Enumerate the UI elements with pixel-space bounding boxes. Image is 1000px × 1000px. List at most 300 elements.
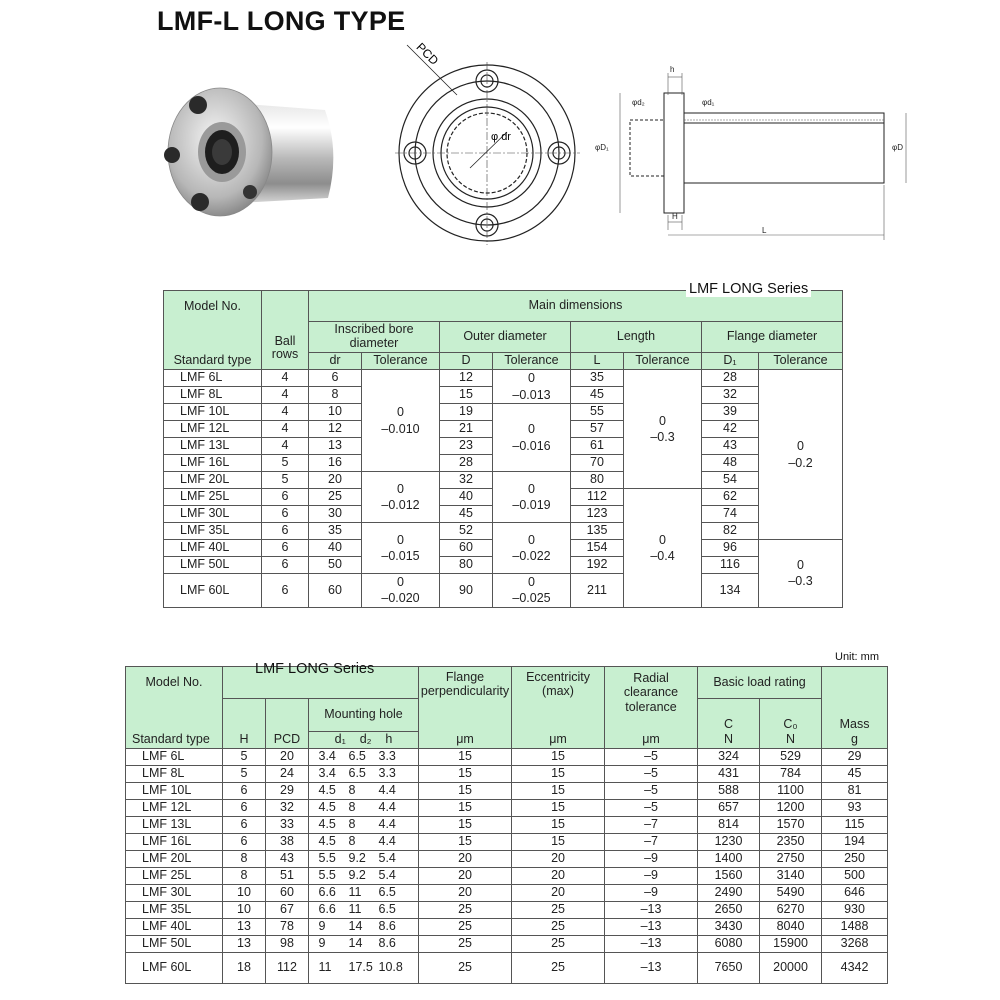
eccentricity-cell: 15 [512, 817, 605, 834]
t2-um-2: μm [512, 732, 605, 749]
dr-cell: 60 [309, 574, 362, 608]
C-cell: 814 [698, 817, 760, 834]
mass-cell: 81 [822, 783, 888, 800]
D1-cell: 28 [702, 370, 759, 387]
D-cell: 80 [440, 557, 493, 574]
PCD-cell: 98 [266, 936, 309, 953]
page-title: LMF-L LONG TYPE [157, 6, 406, 36]
model-cell: LMF 25L [126, 868, 223, 885]
h-value: 5.4 [378, 868, 396, 883]
mass-cell: 250 [822, 851, 888, 868]
main-dimensions-table [163, 290, 843, 608]
D1-cell: 116 [702, 557, 759, 574]
dr-cell: 6 [309, 370, 362, 387]
L-cell: 211 [571, 574, 624, 608]
table-row [164, 370, 843, 387]
h-value: 3.3 [378, 749, 396, 764]
tolerance-length [624, 489, 702, 608]
d2-value: 6.5 [348, 766, 366, 781]
t2-d2: d₂ [359, 732, 372, 747]
C0-cell: 1570 [760, 817, 822, 834]
L-cell: 112 [571, 489, 624, 506]
eccentricity-cell: 15 [512, 834, 605, 851]
t1-L: L [571, 353, 624, 370]
L-cell: 70 [571, 455, 624, 472]
H-cell: 6 [223, 817, 266, 834]
t2-C0: C₀ [760, 699, 822, 732]
L-cell: 61 [571, 438, 624, 455]
mass-cell: 3268 [822, 936, 888, 953]
tolerance-value: 0 –0.010 [381, 405, 420, 436]
perpendicularity-cell: 20 [419, 868, 512, 885]
t1-D: D [440, 353, 493, 370]
table-row [126, 919, 888, 936]
mass-cell: 93 [822, 800, 888, 817]
t2-hole-sub [309, 732, 419, 749]
front-view-drawing [395, 40, 585, 250]
model-cell: LMF 8L [126, 766, 223, 783]
d1-value: 5.5 [318, 851, 336, 866]
eccentricity-cell: 25 [512, 919, 605, 936]
t1-series-tag: LMF LONG Series [686, 281, 811, 297]
ball-rows-cell: 4 [262, 370, 309, 387]
table-row [126, 783, 888, 800]
D-cell: 32 [440, 472, 493, 489]
d1-value: 3.4 [318, 766, 336, 781]
ball-rows-cell: 4 [262, 421, 309, 438]
dim-D1: φD₁ [595, 143, 609, 152]
product-photo [150, 80, 345, 230]
perpendicularity-cell: 15 [419, 800, 512, 817]
mass-cell: 4342 [822, 953, 888, 984]
table-row [126, 834, 888, 851]
tolerance-outer [493, 370, 571, 404]
radial-cell: –13 [605, 902, 698, 919]
eccentricity-cell: 25 [512, 902, 605, 919]
radial-cell: –7 [605, 817, 698, 834]
t2-g: g [822, 732, 888, 749]
C-cell: 1560 [698, 868, 760, 885]
C0-cell: 6270 [760, 902, 822, 919]
h-value: 4.4 [378, 817, 396, 832]
D1-cell: 43 [702, 438, 759, 455]
tolerance-value: 0 –0.4 [650, 532, 675, 563]
C-cell: 431 [698, 766, 760, 783]
d1-value: 4.5 [318, 783, 336, 798]
h-value: 8.6 [378, 919, 396, 934]
tolerance-value: 0 –0.013 [512, 371, 551, 402]
dr-cell: 20 [309, 472, 362, 489]
D-cell: 23 [440, 438, 493, 455]
L-cell: 192 [571, 557, 624, 574]
D-cell: 52 [440, 523, 493, 540]
D1-cell: 82 [702, 523, 759, 540]
C0-cell: 1100 [760, 783, 822, 800]
H-cell: 8 [223, 868, 266, 885]
PCD-cell: 112 [266, 953, 309, 984]
ball-rows-cell: 6 [262, 523, 309, 540]
dim-H: H [672, 212, 678, 221]
dim-d1: φd₁ [702, 98, 715, 107]
ball-rows-cell: 6 [262, 506, 309, 523]
h-value: 6.5 [378, 902, 396, 917]
PCD-cell: 67 [266, 902, 309, 919]
tolerance-value: 0 –0.022 [512, 532, 551, 563]
H-cell: 10 [223, 902, 266, 919]
C0-cell: 8040 [760, 919, 822, 936]
L-cell: 35 [571, 370, 624, 387]
C-cell: 588 [698, 783, 760, 800]
mounting-hole-cell [309, 766, 419, 783]
mounting-hole-cell [309, 817, 419, 834]
dim-D: φD [892, 143, 903, 152]
tolerance-bore [362, 574, 440, 608]
model-cell: LMF 50L [164, 557, 262, 574]
d2-value: 11 [348, 902, 362, 917]
t2-C: C [698, 699, 760, 732]
radial-cell: –9 [605, 868, 698, 885]
dr-cell: 25 [309, 489, 362, 506]
radial-cell: –13 [605, 919, 698, 936]
perpendicularity-cell: 15 [419, 766, 512, 783]
mass-cell: 45 [822, 766, 888, 783]
t2-eccentricity: Eccentricity (max) [512, 667, 605, 699]
H-cell: 6 [223, 783, 266, 800]
d1-value: 4.5 [318, 817, 336, 832]
side-view-drawing [590, 65, 920, 245]
d2-value: 14 [348, 936, 363, 951]
eccentricity-cell: 15 [512, 749, 605, 766]
PCD-cell: 20 [266, 749, 309, 766]
L-cell: 80 [571, 472, 624, 489]
L-cell: 55 [571, 404, 624, 421]
C-cell: 2490 [698, 885, 760, 902]
dim-L: L [762, 226, 767, 235]
ball-rows-cell: 6 [262, 540, 309, 557]
t2-N-1: N [698, 732, 760, 749]
ball-rows-cell: 4 [262, 404, 309, 421]
L-cell: 123 [571, 506, 624, 523]
model-cell: LMF 30L [126, 885, 223, 902]
radial-cell: –5 [605, 800, 698, 817]
PCD-cell: 29 [266, 783, 309, 800]
d1-value: 9 [318, 936, 326, 951]
D1-cell: 54 [702, 472, 759, 489]
model-cell: LMF 6L [164, 370, 262, 387]
H-cell: 5 [223, 749, 266, 766]
t2-um-3: μm [605, 732, 698, 749]
tolerance-value: 0 –0.2 [788, 439, 813, 470]
t2-N-2: N [760, 732, 822, 749]
perpendicularity-cell: 15 [419, 817, 512, 834]
perpendicularity-cell: 25 [419, 902, 512, 919]
perpendicularity-cell: 25 [419, 936, 512, 953]
radial-cell: –13 [605, 936, 698, 953]
C0-cell: 784 [760, 766, 822, 783]
mounting-hole-cell [309, 885, 419, 902]
D-cell: 40 [440, 489, 493, 506]
t2-radial: Radial clearance tolerance [605, 667, 698, 732]
ball-rows-cell: 4 [262, 438, 309, 455]
H-cell: 8 [223, 851, 266, 868]
tolerance-outer [493, 472, 571, 523]
tolerance-value: 0 –0.015 [381, 532, 420, 563]
t2-PCD: PCD [266, 732, 309, 749]
D1-cell: 62 [702, 489, 759, 506]
t2-flange-perp: Flange perpendicularity [419, 667, 512, 699]
d2-value: 8 [348, 800, 356, 815]
dr-cell: 13 [309, 438, 362, 455]
radial-cell: –5 [605, 783, 698, 800]
PCD-cell: 78 [266, 919, 309, 936]
H-cell: 6 [223, 800, 266, 817]
mass-cell: 1488 [822, 919, 888, 936]
t1-bore-tol: Tolerance [362, 353, 440, 370]
model-cell: LMF 12L [126, 800, 223, 817]
C0-cell: 15900 [760, 936, 822, 953]
D1-cell: 32 [702, 387, 759, 404]
H-cell: 13 [223, 936, 266, 953]
d1-value: 9 [318, 919, 326, 934]
eccentricity-cell: 25 [512, 953, 605, 984]
eccentricity-cell: 15 [512, 800, 605, 817]
dr-cell: 30 [309, 506, 362, 523]
C-cell: 324 [698, 749, 760, 766]
dr-cell: 10 [309, 404, 362, 421]
dr-cell: 35 [309, 523, 362, 540]
t1-D1: D₁ [702, 353, 759, 370]
D1-cell: 42 [702, 421, 759, 438]
d2-value: 11 [348, 885, 362, 900]
table-row [126, 766, 888, 783]
d2-value: 8 [348, 783, 356, 798]
table-row [126, 749, 888, 766]
model-cell: LMF 35L [126, 902, 223, 919]
table-row [164, 404, 843, 421]
mounting-hole-cell [309, 953, 419, 984]
tolerance-flange [759, 540, 843, 608]
mounting-load-table [125, 666, 888, 984]
C0-cell: 2350 [760, 834, 822, 851]
t1-outer-tol: Tolerance [493, 353, 571, 370]
bore-label: φ dr [491, 131, 511, 143]
h-value: 4.4 [378, 800, 396, 815]
t2-mass: Mass [822, 699, 888, 732]
tolerance-value: 0 –0.3 [788, 558, 813, 589]
model-cell: LMF 16L [126, 834, 223, 851]
radial-cell: –5 [605, 766, 698, 783]
model-cell: LMF 25L [164, 489, 262, 506]
PCD-cell: 33 [266, 817, 309, 834]
h-value: 5.4 [378, 851, 396, 866]
eccentricity-cell: 15 [512, 783, 605, 800]
D-cell: 12 [440, 370, 493, 387]
t1-outer-group: Outer diameter [440, 322, 571, 353]
D-cell: 28 [440, 455, 493, 472]
perpendicularity-cell: 25 [419, 919, 512, 936]
table-row [126, 953, 888, 984]
t1-flange-tol: Tolerance [759, 353, 843, 370]
mass-cell: 115 [822, 817, 888, 834]
table-row [164, 523, 843, 540]
d1-value: 5.5 [318, 868, 336, 883]
radial-cell: –7 [605, 834, 698, 851]
C0-cell: 3140 [760, 868, 822, 885]
C0-cell: 1200 [760, 800, 822, 817]
perpendicularity-cell: 25 [419, 953, 512, 984]
h-value: 4.4 [378, 783, 396, 798]
d1-value: 6.6 [318, 902, 336, 917]
t2-standard-type: Standard type [126, 732, 223, 749]
tolerance-value: 0 –0.3 [650, 413, 675, 444]
model-cell: LMF 8L [164, 387, 262, 404]
table-row [164, 472, 843, 489]
t1-standard-type: Standard type [164, 353, 262, 370]
t2-d1: d₁ [334, 732, 346, 747]
C-cell: 3430 [698, 919, 760, 936]
L-cell: 45 [571, 387, 624, 404]
h-value: 10.8 [378, 960, 403, 975]
t1-ball-rows: Ball rows [262, 291, 309, 370]
t1-main-dimensions: Main dimensions [309, 291, 843, 322]
mounting-hole-cell [309, 834, 419, 851]
mass-cell: 500 [822, 868, 888, 885]
L-cell: 135 [571, 523, 624, 540]
model-cell: LMF 20L [126, 851, 223, 868]
tolerance-outer [493, 523, 571, 574]
mounting-hole-cell [309, 919, 419, 936]
PCD-cell: 32 [266, 800, 309, 817]
C-cell: 7650 [698, 953, 760, 984]
t2-H: H [223, 732, 266, 749]
model-cell: LMF 10L [164, 404, 262, 421]
h-value: 6.5 [378, 885, 396, 900]
dr-cell: 50 [309, 557, 362, 574]
table-row [164, 574, 843, 608]
H-cell: 10 [223, 885, 266, 902]
D1-cell: 48 [702, 455, 759, 472]
d2-value: 9.2 [348, 868, 366, 883]
D1-cell: 74 [702, 506, 759, 523]
table-row [126, 885, 888, 902]
t2-um-1: μm [419, 732, 512, 749]
ball-rows-cell: 5 [262, 455, 309, 472]
eccentricity-cell: 20 [512, 868, 605, 885]
tolerance-value: 0 –0.016 [512, 422, 551, 453]
d1-value: 11 [318, 960, 332, 975]
ball-rows-cell: 5 [262, 472, 309, 489]
t2-series-tag: LMF LONG Series [255, 661, 375, 677]
h-value: 3.3 [378, 766, 396, 781]
ball-rows-cell: 6 [262, 489, 309, 506]
D-cell: 45 [440, 506, 493, 523]
C0-cell: 20000 [760, 953, 822, 984]
table-row [126, 800, 888, 817]
perpendicularity-cell: 15 [419, 749, 512, 766]
mass-cell: 194 [822, 834, 888, 851]
radial-cell: –5 [605, 749, 698, 766]
C-cell: 6080 [698, 936, 760, 953]
model-cell: LMF 13L [126, 817, 223, 834]
tolerance-bore [362, 472, 440, 523]
radial-cell: –9 [605, 885, 698, 902]
t2-model-no: Model No. [126, 667, 223, 699]
mass-cell: 29 [822, 749, 888, 766]
t2-h: h [385, 732, 393, 747]
t1-length-group: Length [571, 322, 702, 353]
h-value: 8.6 [378, 936, 396, 951]
model-cell: LMF 40L [126, 919, 223, 936]
t2-basic-load: Basic load rating [698, 667, 822, 699]
D1-cell: 96 [702, 540, 759, 557]
D1-cell: 39 [702, 404, 759, 421]
L-cell: 154 [571, 540, 624, 557]
ball-rows-cell: 4 [262, 387, 309, 404]
H-cell: 6 [223, 834, 266, 851]
d2-value: 9.2 [348, 851, 366, 866]
mounting-hole-cell [309, 902, 419, 919]
L-cell: 57 [571, 421, 624, 438]
dim-h: h [670, 65, 675, 74]
mounting-hole-cell [309, 851, 419, 868]
d2-value: 17.5 [348, 960, 373, 975]
dr-cell: 40 [309, 540, 362, 557]
tolerance-value: 0 –0.012 [381, 481, 420, 512]
h-value: 4.4 [378, 834, 396, 849]
model-cell: LMF 50L [126, 936, 223, 953]
tolerance-outer [493, 404, 571, 472]
pcd-label: PCD [413, 40, 442, 68]
tolerance-outer [493, 574, 571, 608]
C-cell: 2650 [698, 902, 760, 919]
ball-rows-cell: 6 [262, 557, 309, 574]
unit-label: Unit: mm [835, 651, 879, 663]
mounting-hole-cell [309, 800, 419, 817]
C-cell: 1230 [698, 834, 760, 851]
table-row [126, 851, 888, 868]
radial-cell: –9 [605, 851, 698, 868]
d2-value: 6.5 [348, 749, 366, 764]
perpendicularity-cell: 15 [419, 783, 512, 800]
eccentricity-cell: 20 [512, 851, 605, 868]
table-row [126, 902, 888, 919]
model-cell: LMF 10L [126, 783, 223, 800]
tolerance-bore [362, 370, 440, 472]
table-row [126, 817, 888, 834]
perpendicularity-cell: 20 [419, 851, 512, 868]
t1-length-tol: Tolerance [624, 353, 702, 370]
dim-d2: φd₂ [632, 98, 645, 107]
tolerance-value: 0 –0.019 [512, 481, 551, 512]
tolerance-value: 0 –0.025 [512, 575, 551, 606]
model-cell: LMF 13L [164, 438, 262, 455]
H-cell: 5 [223, 766, 266, 783]
model-cell: LMF 16L [164, 455, 262, 472]
table-row [126, 868, 888, 885]
D-cell: 90 [440, 574, 493, 608]
model-cell: LMF 35L [164, 523, 262, 540]
model-cell: LMF 40L [164, 540, 262, 557]
d1-value: 3.4 [318, 749, 336, 764]
d1-value: 4.5 [318, 834, 336, 849]
PCD-cell: 60 [266, 885, 309, 902]
PCD-cell: 51 [266, 868, 309, 885]
C-cell: 657 [698, 800, 760, 817]
dr-cell: 8 [309, 387, 362, 404]
ball-rows-cell: 6 [262, 574, 309, 608]
dr-cell: 12 [309, 421, 362, 438]
PCD-cell: 43 [266, 851, 309, 868]
